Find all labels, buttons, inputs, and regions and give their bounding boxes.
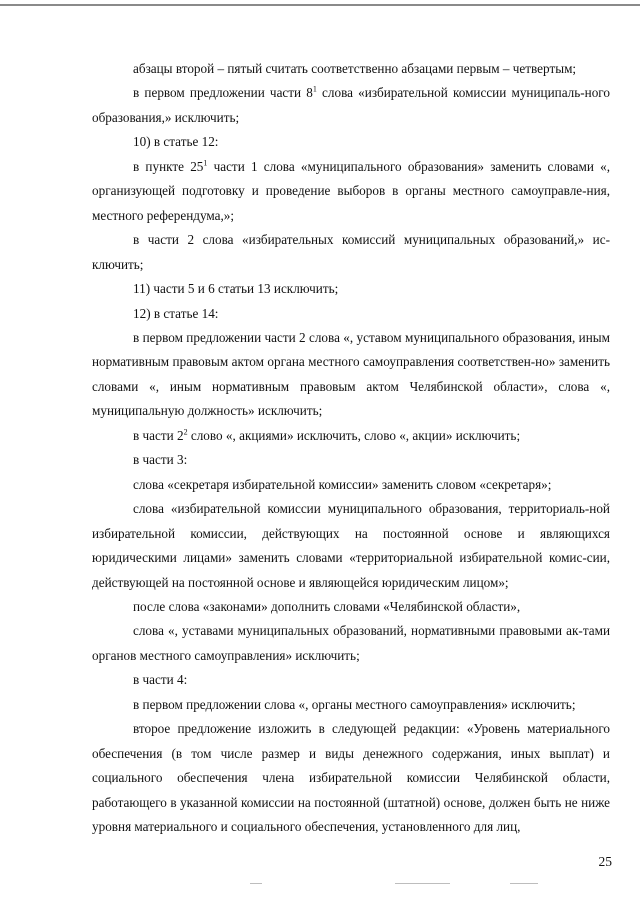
paragraph: абзацы второй – пятый считать соответственно абзацами первым – четвертым; bbox=[133, 61, 577, 76]
paragraph-text: части 1 слова «муниципального образования» заменить словами «, организующей подготовку и проведение выборов в органы местного самоуправле-ния, местного референдума,»; bbox=[92, 158, 610, 223]
list-item: 10) в статье 12: bbox=[133, 134, 219, 150]
scan-top-rule bbox=[0, 4, 640, 6]
paragraph-text: в первом предложении части 8 bbox=[133, 85, 313, 101]
paragraph: после слова «законами» дополнить словами «Челябинской области», bbox=[133, 598, 521, 614]
paragraph: слова «, уставами муниципальных образований, нормативными правовыми ак-тами органов местного самоуправления» исключить; bbox=[92, 623, 610, 663]
paragraph: слова «избирательной комиссии муниципального образования, территориаль-ной избирательной комиссии, действующих на постоянной основе и являющихся юридическими лицами» заменить словами «территориальной избирательной комис-сии, действующей на постоянной основе и являющейся юридическим лицом»; bbox=[92, 501, 610, 590]
paragraph bbox=[92, 424, 610, 448]
scan-artifact bbox=[250, 883, 262, 884]
paragraph-text: слова «избирательной комиссии муниципаль-ного образования,» исключить; bbox=[92, 85, 610, 125]
scan-artifact bbox=[510, 883, 538, 884]
paragraph: слова «секретаря избирательной комиссии» заменить словом «секретаря»; bbox=[133, 476, 552, 492]
paragraph bbox=[92, 81, 610, 130]
paragraph-text: в пункте 25 bbox=[133, 158, 204, 174]
paragraph-text: в части 2 bbox=[133, 427, 184, 443]
document-body bbox=[92, 57, 610, 840]
list-item: 12) в статье 14: bbox=[133, 305, 219, 321]
superscript: 2 bbox=[183, 427, 188, 437]
superscript: 1 bbox=[203, 158, 208, 168]
paragraph bbox=[92, 155, 610, 228]
paragraph-text: слово «, акциями» исключить, слово «, акции» исключить; bbox=[187, 427, 521, 443]
page-number: 25 bbox=[598, 854, 612, 869]
scan-artifact bbox=[395, 883, 450, 884]
paragraph: в первом предложении слова «, органы местного самоуправления» исключить; bbox=[133, 696, 576, 712]
paragraph: в первом предложении части 2 слова «, уставом муниципального образования, иным нормативным правовым актом органа местного самоуправления соответствен-но» заменить словами «, иным нормативным правовым актом Челябинской области», слова «, муниципальную должность» исключить; bbox=[92, 329, 610, 419]
superscript: 1 bbox=[312, 85, 317, 95]
paragraph: второе предложение изложить в следующей редакции: «Уровень материального обеспечения (в том числе размер и виды денежного содержания, иных выплат) и социального обеспечения члена избирательной комиссии Челябинской области, работающего в указанной комиссии на постоянной (штатной) основе, должен быть не ниже уровня материального и социального обеспечения, установленного для лиц, bbox=[92, 721, 610, 835]
paragraph: в части 4: bbox=[133, 672, 188, 688]
paragraph: в части 2 слова «избирательных комиссий муниципальных образований,» ис-ключить; bbox=[92, 232, 610, 272]
list-item: 11) части 5 и 6 статьи 13 исключить; bbox=[133, 281, 339, 297]
paragraph: в части 3: bbox=[133, 452, 188, 468]
